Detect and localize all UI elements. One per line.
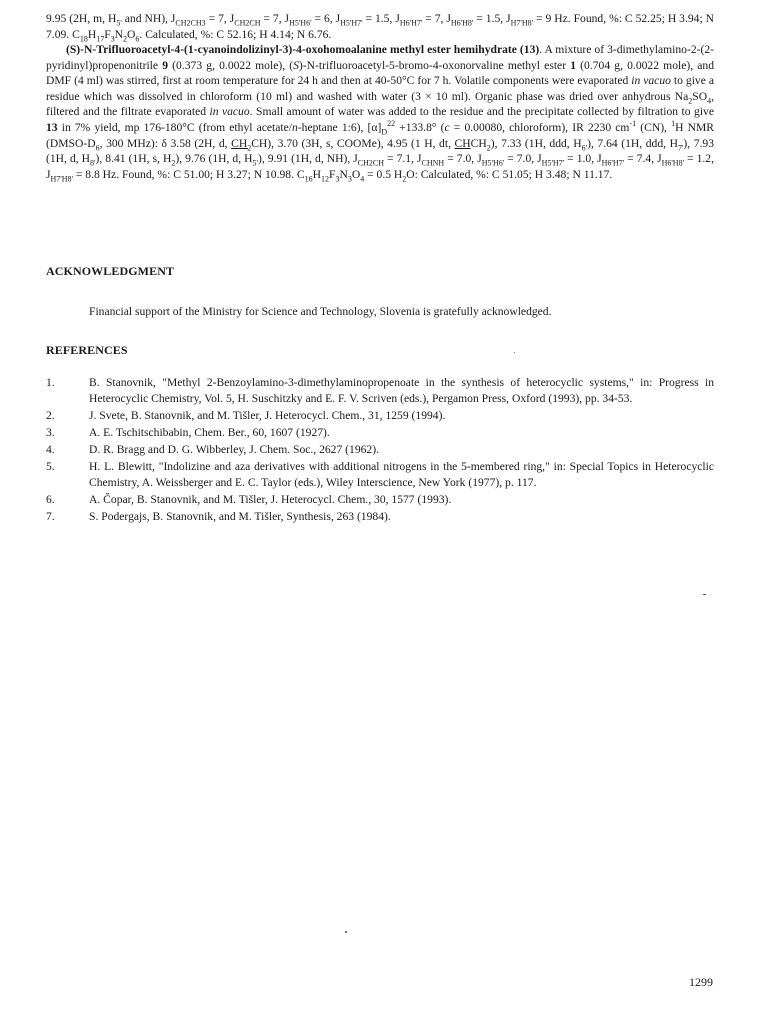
reference-text: D. R. Bragg and D. G. Wibberley, J. Chem. Soc., 2627 (1962). bbox=[89, 442, 379, 456]
page-number: 1299 bbox=[689, 975, 713, 989]
experimental-paragraph-continued: 9.95 (2H, m, $H_{5'}$ and NH), $J_{CH2CH3} = 7$, $J_{CH2CH} = 7$, $J_{H5'H6'} = 6$, $J_{H5'H7'} = 1.5$, $J_{H6'H7'} = 7$, $J_{H6'H8'} = 1.5$, $J_{H7'H8'} = 9$ Hz. Found, %: C 52.25; H 3.94; N 7.09. $C_{18}H_{17}F_3N_2O_6$. Calculated, %: C 52.16; H 4.14; N 6.76. bbox=[46, 12, 714, 43]
acknowledgment-text: Financial support of the Ministry for Science and Technology, Slovenia is gratefully acknowledged. bbox=[89, 305, 552, 318]
reference-text: S. Podergajs, B. Stanovnik, and M. Tišler, Synthesis, 263 (1984). bbox=[89, 509, 391, 523]
reference-text: A. Čopar, B. Stanovnik, and M. Tišler, J. Heterocycl. Chem., 30, 1577 (1993). bbox=[89, 492, 452, 506]
reference-number: 6. bbox=[46, 492, 55, 506]
reference-item bbox=[46, 425, 714, 441]
reference-number: 3. bbox=[46, 425, 55, 439]
reference-item bbox=[46, 442, 714, 458]
experimental-paragraph-compound-13: (S)-N-Trifluoroacetyl-4-(1-cyanoindolizinyl-3)-4-oxohomoalanine methyl ester hemihydrate (13). A mixture of 3-dimethylamino-2-(2-pyridinyl)propenonitrile 9 (0.373 g, 0.0022 mole), (S)-N-trifluoroacetyl-5-bromo-4-oxonorvaline methyl ester 1 (0.704 g, 0.0022 mole), and DMF (4 ml) was stirred, first at room temperature for 24 h and then at 40-50°C for 7 h. Volatile components were evaporated in vacuo to give a residue which was dissolved in chloroform (10 ml) and washed with water (3 × 10 ml). Organic phase was dried over anhydrous $Na_2SO_4$, filtered and the filtrate evaporated in vacuo. Small amount of water was added to the residue and the precipitate collected by filtration to give 13 in 7% yield, mp 176-180°C (from ethyl acetate/n-heptane 1:6), $[\alpha]_D^{22} +133.8^\circ$ (c = 0.00080, chloroform), IR 2230 $cm^{-1}$ (CN), $^1$H NMR ($DMSO-D_6$, 300 MHz): δ 3.58 (2H, d, $CH_2CH$), 3.70 (3H, s, COOMe), 4.95 (1 H, dt, $CHCH_2$), 7.33 (1H, ddd, $H_{6'}$), 7.64 (1H, ddd, $H_{7'}$), 7.93 (1H, d, $H_{8'}$), 8.41 (1H, s, $H_2$), 9.76 (1H, d, $H_{5'}$), 9.91 (1H, d, NH), $J_{CH2CH} = 7.1$, $J_{CHNH} = 7.0$, $J_{H5'H6'} = 7.0$, $J_{H5'H7'} = 1.0$, $J_{H6'H7'} = 7.4$, $J_{H6'H8'} = 1.2$, $J_{H7'H8'} = 8.8$ Hz. Found, %: C 51.00; H 3.27; N 10.98. $C_{16}H_{12}F_3N_3O_4 = 0.5$ $H_2O$: Calculated, %: C 51.05; H 3.48; N 11.17. bbox=[46, 43, 715, 184]
compound-title: (S)-N-Trifluoroacetyl-4-(1-cyanoindolizinyl-3)-4-oxohomoalanine methyl ester hemihydrate (13) bbox=[66, 43, 540, 56]
reference-number: 4. bbox=[46, 442, 55, 456]
reference-number: 1. bbox=[46, 376, 55, 389]
references-heading: REFERENCES bbox=[46, 343, 128, 357]
reference-item bbox=[46, 492, 714, 508]
reference-number: 5. bbox=[46, 459, 55, 473]
reference-text: J. Svete, B. Stanovnik, and M. Tišler, J. Heterocycl. Chem., 31, 1259 (1994). bbox=[89, 408, 446, 422]
reference-item bbox=[46, 375, 714, 406]
scan-speck bbox=[703, 594, 706, 595]
reference-text: H. L. Blewitt, "Indolizine and aza derivatives with additional nitrogens in the 5-membered ring," in: Special Topics in Heterocyclic Chemistry, A. Weissberger and E. C. Taylor (eds.), Wiley Interscience, New York (1977), p. 117. bbox=[89, 459, 714, 489]
reference-number: 7. bbox=[46, 509, 55, 523]
reference-item bbox=[46, 408, 714, 424]
reference-number: 2. bbox=[46, 408, 55, 422]
scan-speck bbox=[514, 352, 515, 353]
acknowledgment-heading: ACKNOWLEDGMENT bbox=[46, 264, 175, 278]
reference-text: B. Stanovnik, "Methyl 2-Benzoylamino-3-dimethylaminopropenoate in the synthesis of heterocyclic systems," in: Progress in Heterocyclic Chemistry, Vol. 5, H. Suschitzky and E. F. V. Scriven (eds.), Pergamon Press, Oxford (1993), pp. 34-53. bbox=[89, 376, 714, 405]
reference-list bbox=[46, 375, 714, 526]
reference-item bbox=[46, 459, 714, 490]
reference-item bbox=[46, 509, 714, 525]
scan-speck bbox=[345, 931, 347, 933]
reference-text: A. E. Tschitschibabin, Chem. Ber., 60, 1607 (1927). bbox=[89, 425, 330, 439]
